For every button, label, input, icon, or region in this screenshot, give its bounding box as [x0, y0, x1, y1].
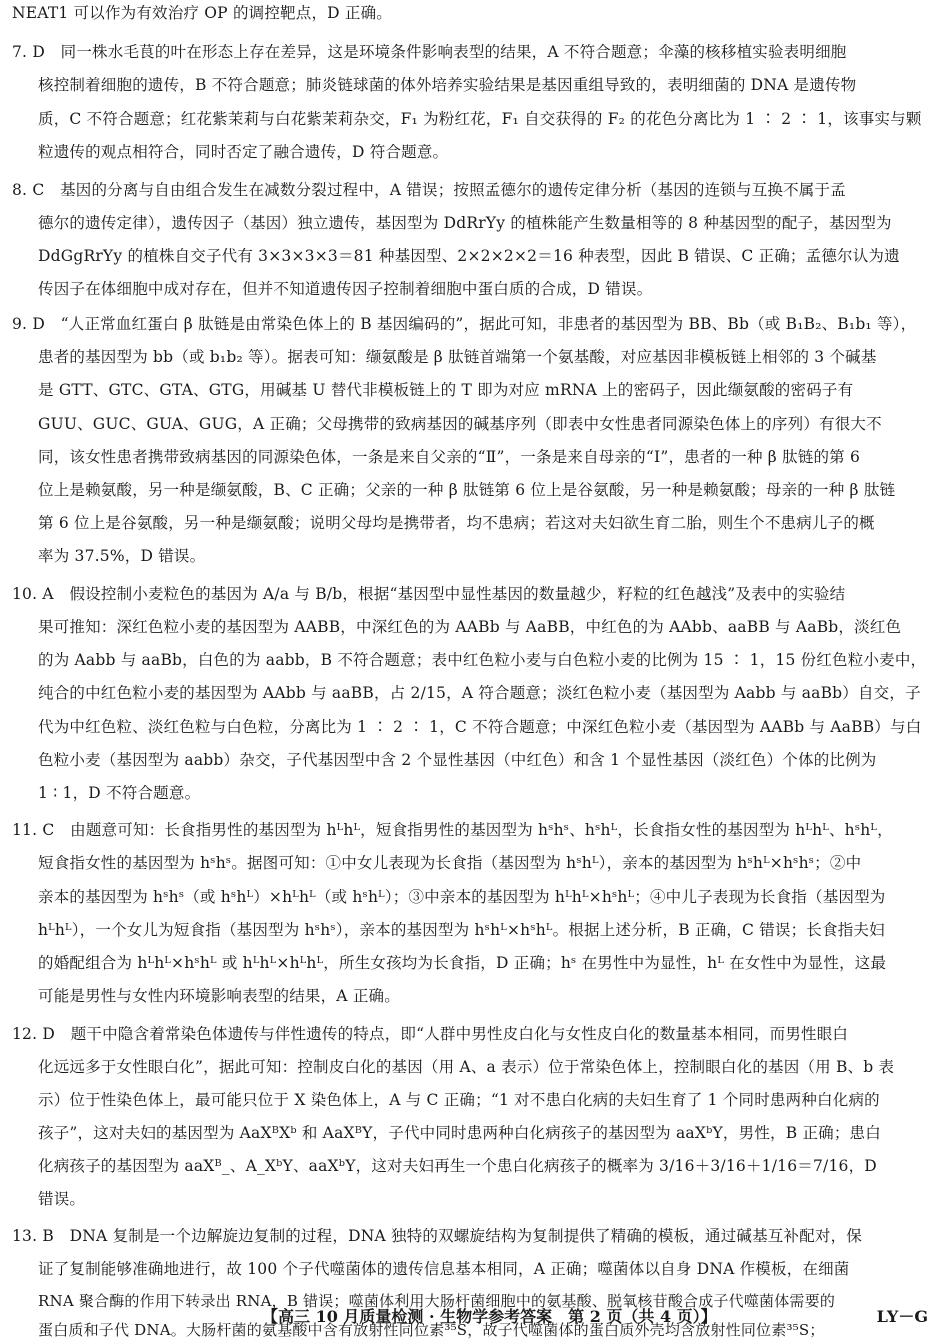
text-line: 同，该女性患者携带致病基因的同源染色体，一条是来自父亲的“Ⅱ”，一条是来自母亲的“Ⅰ”，患者的一种 β 肽链的第 6 — [38, 448, 861, 466]
text-line: 传因子在体细胞中成对存在，但并不知道遗传因子控制着细胞中蛋白质的合成，D 错误。 — [38, 280, 653, 298]
text-line: 12. D 题干中隐含着常染色体遗传与伴性遗传的特点，即“人群中男性皮白化与女性皮白化的数量基本相同，而男性眼白 — [12, 1025, 849, 1043]
text-line: 11. C 由题意可知：长食指男性的基因型为 hᴸhᴸ，短食指男性的基因型为 hˢhˢ、hˢhᴸ，长食指女性的基因型为 hᴸhᴸ、hˢhᴸ， — [12, 821, 893, 839]
text-line: 的婚配组合为 hᴸhᴸ×hˢhᴸ 或 hᴸhᴸ×hᴸhᴸ，所生女孩均为长食指，D 正确；hˢ 在男性中为显性，hᴸ 在女性中为显性，这最 — [38, 954, 887, 972]
text-line: 1 ∶ 1，D 不符合题意。 — [38, 784, 201, 802]
text-line: 化病孩子的基因型为 aaXᴮ_、A_XᵇY、aaXᵇY，这对夫妇再生一个患白化病孩子的概率为 3/16＋3/16＋1/16＝7/16，D — [38, 1157, 877, 1175]
text-line: 化远远多于女性眼白化”，据此可知：控制皮白化的基因（用 A、a 表示）位于常染色体上，控制眼白化的基因（用 B、b 表 — [38, 1058, 895, 1076]
text-line: 7. D 同一株水毛茛的叶在形态上存在差异，这是环境条件影响表型的结果，A 不符合题意；伞藻的核移植实验表明细胞 — [12, 43, 847, 61]
text-line: 粒遗传的观点相符合，同时否定了融合遗传，D 符合题意。 — [38, 143, 449, 161]
text-line: hᴸhᴸ），一个女儿为短食指（基因型为 hˢhˢ），亲本的基因型为 hˢhᴸ×hˢhᴸ。根据上述分析，B 正确，C 错误；长食指夫妇 — [38, 921, 885, 939]
text-line: 位上是赖氨酸，另一种是缬氨酸，B、C 正确；父亲的一种 β 肽链第 6 位上是谷氨酸，另一种是赖氨酸；母亲的一种 β 肽链 — [38, 481, 896, 499]
text-line: 错误。 — [38, 1190, 86, 1208]
text-line: 第 6 位上是谷氨酸，另一种是缬氨酸；说明父母均是携带者，均不患病；若这对夫妇欲生育二胎，则生个不患病儿子的概 — [38, 514, 875, 532]
text-line: RNA 聚合酶的作用下转录出 RNA，B 错误；噬菌体利用大肠杆菌细胞中的氨基酸、脱氧核苷酸合成子代噬菌体需要的 — [38, 1292, 836, 1310]
text-line: 的为 Aabb 与 aaBb，白色的为 aabb，B 不符合题意；表中红色粒小麦与白色粒小麦的比例为 15 ∶ 1，15 份红色粒小麦中， — [38, 651, 927, 669]
text-line: GUU、GUC、GUA、GUG，A 正确；父母携带的致病基因的碱基序列（即表中女性患者同源染色体上的序列）有很大不 — [38, 415, 882, 433]
text-line: 率为 37.5%，D 错误。 — [38, 547, 206, 565]
text-line: NEAT1 可以作为有效治疗 OP 的调控靶点，D 正确。 — [12, 4, 392, 22]
text-line: 色粒小麦（基因型为 aabb）杂交，子代基因型中含 2 个显性基因（中红色）和含 1 个显性基因（淡红色）个体的比例为 — [38, 751, 877, 769]
text-line: 证了复制能够准确地进行，故 100 个子代噬菌体的遗传信息基本相同，A 正确；噬菌体以自身 DNA 作模板，在细菌 — [38, 1260, 850, 1278]
text-line: 质，C 不符合题意；红花紫茉莉与白花紫茉莉杂交，F₁ 为粉红花，F₁ 自交获得的 F₂ 的花色分离比为 1 ∶ 2 ∶ 1，该事实与颗 — [38, 110, 922, 128]
text-line: 核控制着细胞的遗传，B 不符合题意；肺炎链球菌的体外培养实验结果是基因重组导致的，表明细菌的 DNA 是遗传物 — [38, 76, 857, 94]
text-line: 9. D “人正常血红蛋白 β 肽链是由常染色体上的 B 基因编码的”，据此可知，非患者的基因型为 BB、Bb（或 B₁B₂、B₁b₁ 等）， — [12, 315, 917, 333]
text-line: 患者的基因型为 bb（或 b₁b₂ 等）。据表可知：缬氨酸是 β 肽链首端第一个氨基酸，对应基因非模板链上相邻的 3 个碱基 — [38, 348, 877, 366]
text-line: 孩子”，这对夫妇的基因型为 AaXᴮXᵇ 和 AaXᴮY，子代中同时患两种白化病孩子的基因型为 aaXᵇY，男性，B 正确；患白 — [38, 1124, 881, 1142]
footer-code: LY－G — [876, 1307, 928, 1326]
text-line: 是 GTT、GTC、GTA、GTG，用碱基 U 替代非模板链上的 T 即为对应 mRNA 上的密码子，因此缬氨酸的密码子有 — [38, 381, 854, 399]
footer-title: 【高三 10 月质量检测 · 生物学参考答案 第 2 页（共 4 页）】 — [262, 1307, 717, 1326]
text-line: 纯合的中红色粒小麦的基因型为 AAbb 与 aaBB，占 2/15，A 符合题意；淡红色粒小麦（基因型为 Aabb 与 aaBb）自交，子 — [38, 684, 921, 702]
text-line: 示）位于性染色体上，最可能只位于 X 染色体上，A 与 C 正确；“1 对不患白化病的夫妇生育了 1 个同时患两种白化病的 — [38, 1091, 880, 1109]
text-line: 短食指女性的基因型为 hˢhˢ。据图可知：①中女儿表现为长食指（基因型为 hˢhᴸ），亲本的基因型为 hˢhᴸ×hˢhˢ；②中 — [38, 854, 862, 872]
text-line: 德尔的遗传定律），遗传因子（基因）独立遗传，基因型为 DdRrYy 的植株能产生数量相等的 8 种基因型的配子，基因型为 — [38, 214, 892, 232]
text-line: 10. A 假设控制小麦粒色的基因为 A/a 与 B/b，根据“基因型中显性基因的数量越少，籽粒的红色越浅”及表中的实验结 — [12, 585, 846, 603]
text-line: 果可推知：深红色粒小麦的基因型为 AABB，中深红色的为 AABb 与 AaBB，中红色的为 AAbb、aaBB 与 AaBb，淡红色 — [38, 618, 902, 636]
page-footer — [0, 1304, 950, 1332]
text-line: 代为中红色粒、淡红色粒与白色粒，分离比为 1 ∶ 2 ∶ 1，C 不符合题意；中深红色粒小麦（基因型为 AABb 与 AaBB）与白 — [38, 718, 922, 736]
text-line: 8. C 基因的分离与自由组合发生在减数分裂过程中，A 错误；按照孟德尔的遗传定律分析（基因的连锁与互换不属于孟 — [12, 181, 846, 199]
text-line: 可能是男性与女性内环境影响表型的结果，A 正确。 — [38, 987, 400, 1005]
text-line: 蛋白质和子代 DNA。大肠杆菌的氨基酸中含有放射性同位素³⁵S，故子代噬菌体的蛋白质外壳均含放射性同位素³⁵S； — [38, 1321, 825, 1339]
text-line: 亲本的基因型为 hˢhˢ（或 hˢhᴸ）×hᴸhᴸ（或 hˢhᴸ）；③中亲本的基因型为 hᴸhᴸ×hˢhᴸ；④中儿子表现为长食指（基因型为 — [38, 888, 886, 906]
text-line: 13. B DNA 复制是一个边解旋边复制的过程，DNA 独特的双螺旋结构为复制提供了精确的模板，通过碱基互补配对，保 — [12, 1227, 862, 1245]
text-line: DdGgRrYy 的植株自交子代有 3×3×3×3＝81 种基因型、2×2×2×2＝16 种表型，因此 B 错误、C 正确；孟德尔认为遗 — [38, 247, 900, 265]
